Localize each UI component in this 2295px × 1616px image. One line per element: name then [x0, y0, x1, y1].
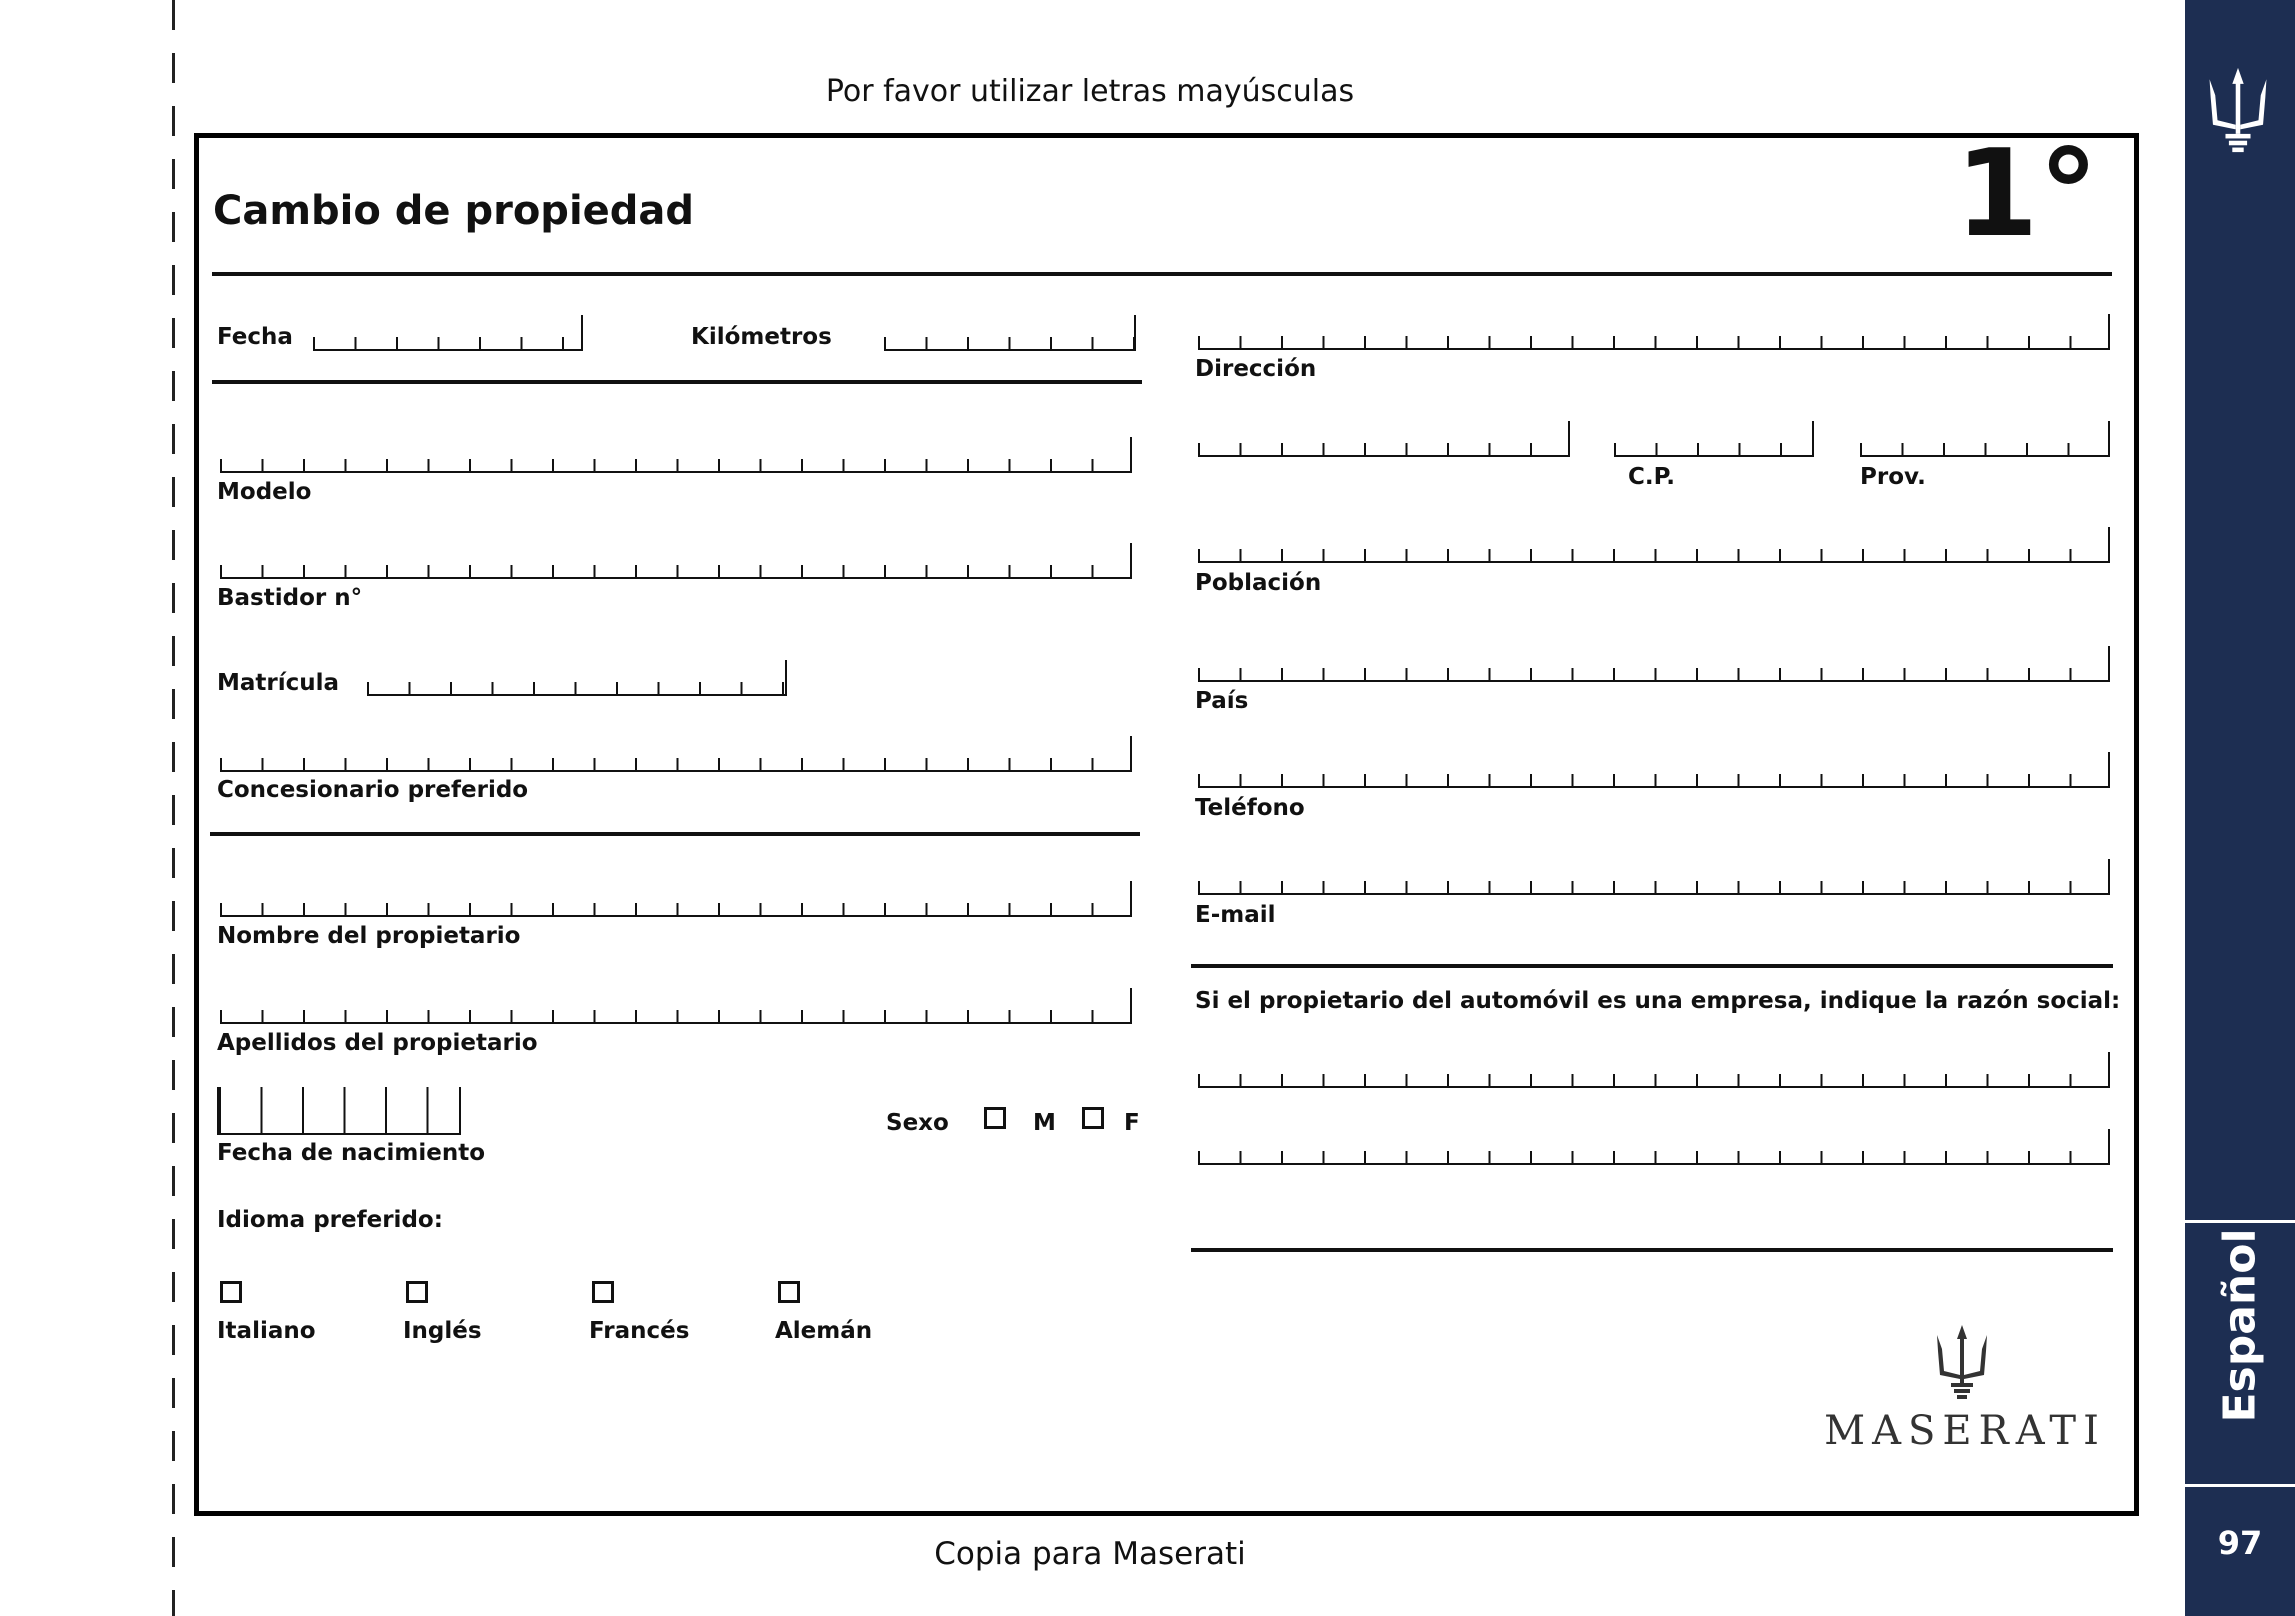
sexo-f-checkbox[interactable] — [1082, 1107, 1104, 1129]
right-divider-1 — [1191, 964, 2113, 968]
sidebar-trident-icon — [2205, 65, 2271, 155]
telefono-label: Teléfono — [1195, 795, 1305, 821]
fecha-nacimiento-label: Fecha de nacimiento — [217, 1140, 486, 1166]
empresa-field-2[interactable] — [1198, 1129, 2110, 1165]
trident-icon — [1933, 1325, 1991, 1399]
language-label: Español — [2214, 1227, 2266, 1423]
bastidor-label: Bastidor n° — [217, 585, 363, 611]
empresa-field-1[interactable] — [1198, 1052, 2110, 1088]
left-divider-2 — [210, 832, 1140, 836]
ingles-label: Inglés — [403, 1318, 482, 1344]
ingles-checkbox[interactable] — [406, 1281, 428, 1303]
matricula-label: Matrícula — [217, 670, 340, 696]
kilometros-field[interactable] — [884, 315, 1136, 351]
pais-field[interactable] — [1198, 646, 2110, 682]
fecha-nacimiento-field[interactable] — [217, 1087, 461, 1135]
idioma-label: Idioma preferido: — [217, 1207, 443, 1233]
direccion-numero-field[interactable] — [1198, 421, 1570, 457]
nombre-field[interactable] — [220, 881, 1132, 917]
sexo-label: Sexo — [886, 1110, 949, 1136]
poblacion-label: Población — [1195, 570, 1322, 596]
prov-field[interactable] — [1860, 421, 2110, 457]
sexo-m-checkbox[interactable] — [984, 1107, 1006, 1129]
modelo-label: Modelo — [217, 479, 312, 505]
sidebar-divider-2 — [2185, 1484, 2295, 1487]
telefono-field[interactable] — [1198, 752, 2110, 788]
modelo-field[interactable] — [220, 437, 1132, 473]
matricula-field[interactable] — [367, 660, 787, 696]
pais-label: País — [1195, 688, 1249, 714]
fecha-field[interactable] — [313, 315, 583, 351]
aleman-checkbox[interactable] — [778, 1281, 800, 1303]
nombre-label: Nombre del propietario — [217, 923, 521, 949]
page-number: 97 — [2217, 1524, 2263, 1562]
cp-field[interactable] — [1614, 421, 1814, 457]
apellidos-field[interactable] — [220, 988, 1132, 1024]
poblacion-field[interactable] — [1198, 527, 2110, 563]
email-field[interactable] — [1198, 859, 2110, 895]
email-label: E-mail — [1195, 902, 1276, 928]
brand-wordmark: MASERATI — [1824, 1408, 2106, 1454]
italiano-label: Italiano — [217, 1318, 316, 1344]
footer-text: Copia para Maserati — [934, 1536, 1246, 1572]
apellidos-label: Apellidos del propietario — [217, 1030, 538, 1056]
italiano-checkbox[interactable] — [220, 1281, 242, 1303]
kilometros-label: Kilómetros — [691, 324, 832, 350]
fecha-label: Fecha — [217, 324, 293, 350]
prov-label: Prov. — [1860, 464, 1926, 490]
frances-checkbox[interactable] — [592, 1281, 614, 1303]
cut-line — [172, 0, 175, 1616]
concesionario-label: Concesionario preferido — [217, 777, 529, 803]
cp-label: C.P. — [1628, 464, 1675, 490]
concesionario-field[interactable] — [220, 736, 1132, 772]
aleman-label: Alemán — [775, 1318, 873, 1344]
sheet-number: 1° — [1955, 125, 2099, 264]
direccion-label: Dirección — [1195, 356, 1317, 382]
form-title: Cambio de propiedad — [213, 188, 695, 234]
empresa-label: Si el propietario del automóvil es una empresa, indique la razón social: — [1195, 988, 2121, 1014]
title-divider — [212, 272, 2112, 276]
sexo-f-label: F — [1124, 1110, 1140, 1136]
language-tab[interactable] — [2195, 1190, 2285, 1460]
frances-label: Francés — [589, 1318, 690, 1344]
bastidor-field[interactable] — [220, 543, 1132, 579]
instruction-text: Por favor utilizar letras mayúsculas — [825, 74, 1355, 109]
direccion-field[interactable] — [1198, 314, 2110, 350]
left-divider-1 — [212, 380, 1142, 384]
sexo-m-label: M — [1033, 1110, 1056, 1136]
right-divider-2 — [1191, 1248, 2113, 1252]
